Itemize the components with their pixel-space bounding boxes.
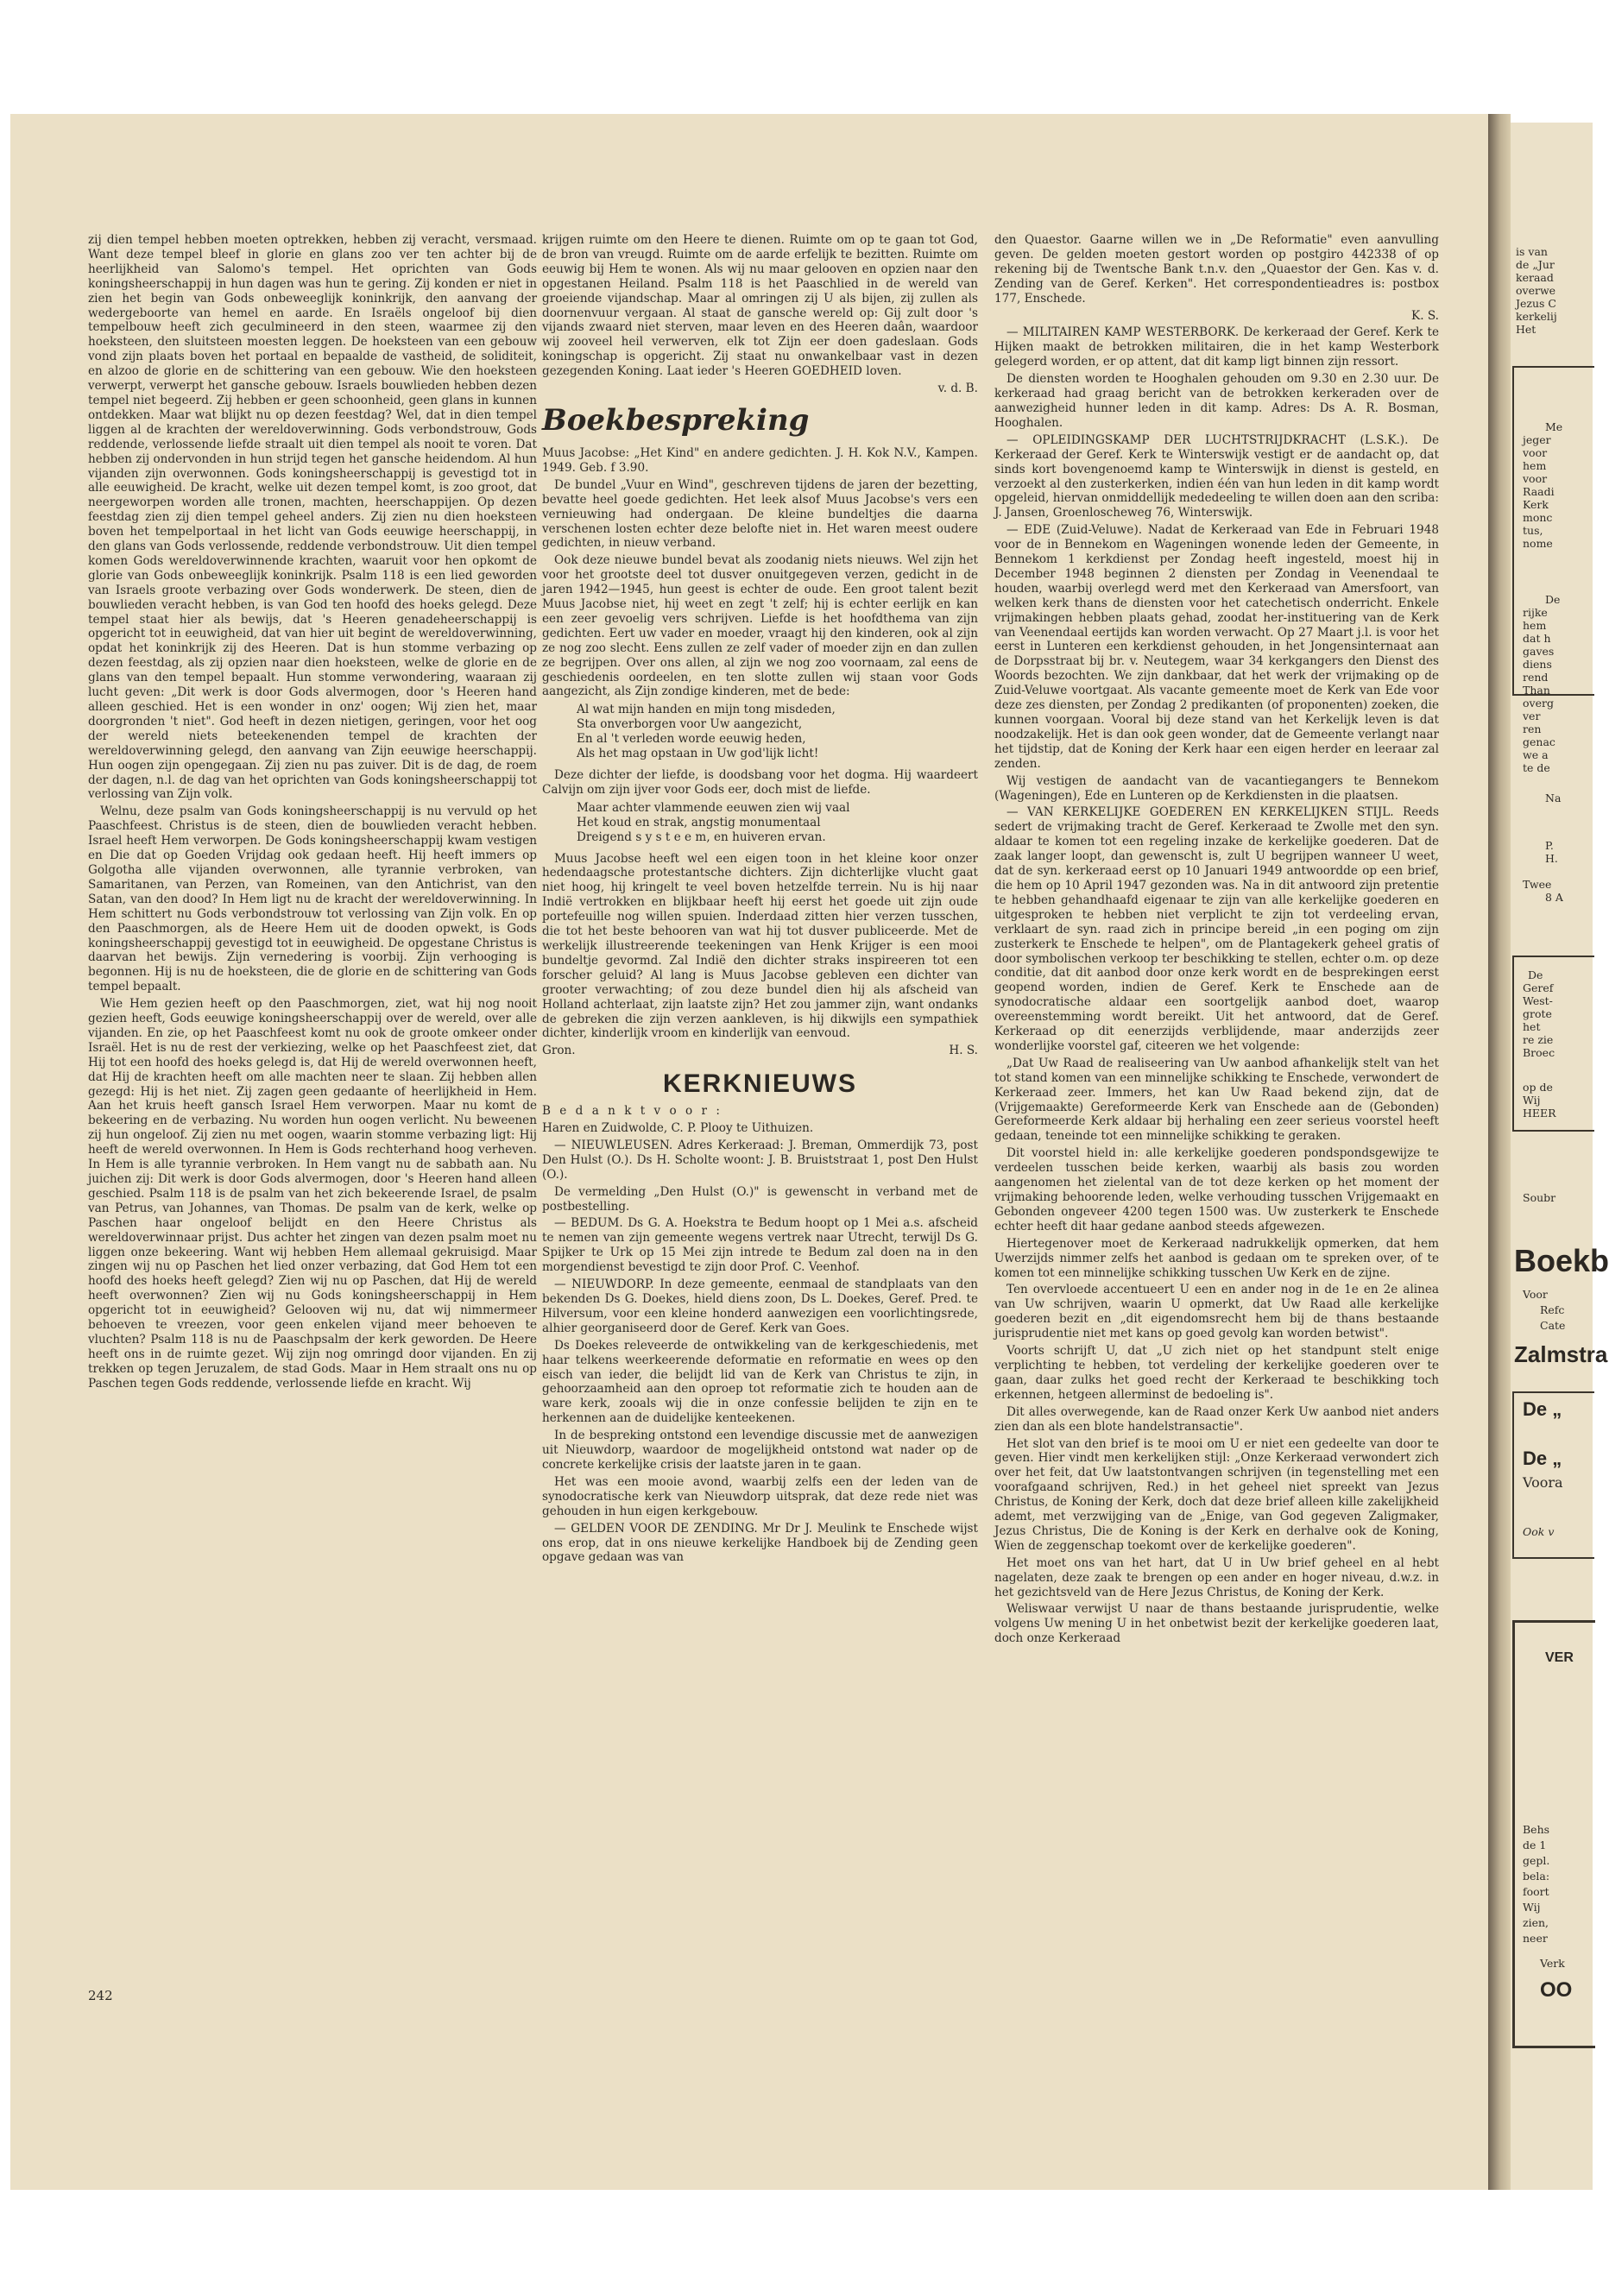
next-page-text: gepl.: [1523, 1854, 1550, 1867]
next-page-text: Twee: [1523, 878, 1552, 891]
poem-line: Sta onverborgen voor Uw aangezicht,: [577, 717, 803, 732]
next-page-text: monc: [1523, 511, 1553, 524]
next-page-text: Broec: [1523, 1046, 1555, 1059]
next-page-text: overwe: [1516, 284, 1556, 297]
next-page-text: neer: [1523, 1932, 1548, 1945]
news-item: — EDE (Zuid-Veluwe). Nadat de Kerkeraad van Ede in Februari 1948 voor de in Bennekom en Wageningen wonende leden der Gemeente, in Bennekom 1 kerkdienst per Zondag heeft ingesteld, moest hij in December 1948 beginnen 2 diensten per Zondag in Veenendaal te houden, waarbij overlegd werd met den Kerkeraad van Amersfoort, van welken kerk thans de diensten voor het catechetisch onderricht. Enkele vrijmakingen hebben plaats gehad, zoodat her-instituering van de Kerk van Veenendaal eertijds kan worden verwacht. Op 27 Maart j.l. is voor het eerst in Lunteren een kerkdienst gehouden, in het Jongensinternaat aan de Dorpsstraat bij br. v. Neutegem, waar 34 kerkgangers den Dienst des Woords bezochten. We zijn dankbaar, dat het werk der vrijmaking op de Zuid-Veluwe voortgaat. Als vacante gemeente moet de Kerk van Ede voor deze zes diensten, per Zondag 2 predikanten (of proponenten) zoeken, die kunnen voorgaan. Vooral bij deze stand van het Kerkelijk leven is dat noodzakelijk. Het is dan ook geen wonder, dat de Gemeente verlangt naar het tijdstip, dat de Koning der Kerk haar een eigen herder en leeraar zal zenden.: [994, 523, 1439, 771]
review-place: Gron.: [542, 1044, 576, 1058]
news-item: In de bespreking ontstond een levendige discussie met de aanwezigen uit Nieuwdorp, waardoor de mogelijkheid ontstond wat nader op de concrete kerkelijke crisis der laatste jaren in te gaan.: [542, 1429, 978, 1472]
poem-line: Al wat mijn handen en mijn tong misdeden,: [577, 703, 836, 717]
next-page-heading: OO: [1540, 1978, 1573, 2002]
next-page-text: bela:: [1523, 1870, 1550, 1883]
next-page-text: re zie: [1523, 1033, 1554, 1046]
next-page-text: Behs: [1523, 1823, 1550, 1836]
news-thanks: Haren en Zuidwolde, C. P. Plooy te Uithuizen.: [542, 1121, 814, 1136]
news-item: den Quaestor. Gaarne willen we in „De Reformatie" even aanvulling geven. De gelden moeten gestort worden op postgiro 442338 of op rekening bij de Twentsche Bank t.n.v. den „Quaestor der Gen. Kas v. d. Zending van de Geref. Kerken". Het correspondentieadres is: postbox 177, Enschede.: [994, 233, 1439, 306]
next-page-text: ren: [1523, 722, 1542, 735]
next-page-text: rijke: [1523, 606, 1548, 619]
page-fold: [1488, 114, 1511, 2190]
news-signature: K. S.: [1411, 308, 1439, 323]
next-page-text: Soubr: [1523, 1191, 1556, 1204]
meditation-paragraph: Welnu, deze psalm van Gods koningsheerschappij is nu vervuld op het Paaschfeest. Christus is de steen, dien de bouwlieden veracht hebben. Israel heeft Hem verworpen. De Gods koningsheerschappij kwam vestigen en Die dat op Goeden Vrijdag ook gedaan heeft. Hij heeft immers op Golgotha alle vijanden overwonnen, alle tyrannie verbroken, van Samaritanen, van Perzen, van Romeinen, van den Antichrist, van den Satan, van den dood? In Hem ligt nu de kracht der wereldoverwinning. In Hem schittert nu Gods verbondstrouw tot verlossing van Zijn volk. En op den Paaschmorgen, als de Heere Hem uit de dooden opwekt, is Gods koningsheerschappij gevestigd tot in eeuwigheid. De opgestane Christus is daarvan het bewijs. Zijn vernedering is voorbij. Zijn verhooging is begonnen. Hij is nu de hoeksteen, die de glorie en de schittering van Gods tempel bepaalt.: [88, 804, 537, 994]
news-item: Hiertegenover moet de Kerkeraad nadrukkelijk opmerken, dat hem Uwerzijds nimmer zelfs het aanbod is gedaan om te spreken over, of te komen tot een minnelijke schikking tusschen Uw Kerk en de zijne.: [994, 1236, 1439, 1280]
next-page-text: Cate: [1540, 1319, 1566, 1332]
column-meditation: [88, 233, 537, 1994]
next-page-text: de „Jur: [1516, 258, 1555, 271]
next-page-text: 8 A: [1545, 891, 1563, 904]
news-item: — NIEUWDORP. In deze gemeente, eenmaal de standplaats van den bekenden Ds G. Doekes, hield diens zoon, Ds L. Doekes, Geref. Pred. te Hilversum, voor een kleine honderd aanwezigen een voorlichtingsrede, alhier georganiseerd door de Geref. Kerk van Goes.: [542, 1277, 978, 1335]
church-news-heading: KERKNIEUWS: [662, 1069, 857, 1099]
next-page-text: Het: [1516, 323, 1536, 336]
next-page-text: Voor: [1523, 1288, 1548, 1301]
next-page-text: dat h: [1523, 632, 1551, 645]
next-page-text: Wij: [1523, 1094, 1541, 1107]
review-paragraph: Ook deze nieuwe bundel bevat als zoodanig niets nieuws. Wel zijn het voor het grootste deel tot dusver onuitgegeven verzen, gedicht in de jaren 1942—1945, hun geest is echter de oude. Een groot talent bezit Muus Jacobse niet, hij weet en zegt 't zelf; hij is echter eerlijk en kan een zeer gevoelig vers schrijven. Liefde is het hoofdthema van zijn gedichten. Eert uw vader en moeder, vraagt hij den kinderen, ook al zijn ze nog zoo slecht. Eens zullen ze zelf vader of moeder zijn en dan zullen ze begrijpen. Over ons allen, al zijn we nog zoo voornaam, zal eens de geschiedenis oordeelen, en ten slotte zullen wij staan voor Gods aangezicht, als Zijn zondige kinderen, met de bede:: [542, 553, 978, 699]
next-page-text: hem: [1523, 459, 1547, 472]
next-page-edge: [1511, 123, 1609, 2190]
next-page-text: voor: [1523, 446, 1548, 459]
next-page-text: Me: [1545, 420, 1563, 433]
next-page-text: H.: [1545, 852, 1558, 865]
next-page-text: te de: [1523, 761, 1550, 774]
news-item: „Dat Uw Raad de realiseering van Uw aanbod afhankelijk stelt van het tot stand komen van een minnelijke schikking te Enschede, verwondert de Kerkeraad zeer. Immers, het kan Uw Raad bekend zijn, dat de (Vrijgemaakte) Gereformeerde Kerk van Enschede aan de (Gebonden) Gereformeerde Kerk aldaar bij herhaling een zeer serieus voorstel heeft gedaan, teneinde tot een minnelijke schikking te geraken.: [994, 1056, 1439, 1144]
news-item: — VAN KERKELIJKE GOEDEREN EN KERKELIJKEN STIJL. Reeds sedert de vrijmaking tracht de Geref. Kerkeraad te Zwolle met den syn. aldaar te komen tot een regeling inzake de kerkelijke goederen. Dat de zaak langer loopt, dan gewenscht is, zult U begrijpen wanneer U weet, dat de syn. kerkeraad eerst op 10 Januari 1949 antwoordde op een brief, die hem op 10 April 1947 gezonden was. Na in dit antwoord zijn pretentie te hebben gehandhaafd eigenaar te zijn van alle kerkelijke goederen en uitgesproken te hebben niet verplicht te zijn tot verdeeling ervan, verklaart de syn. raad zich in principe bereid „in een poging om zijn zusterkerk te Enschede te helpen", om de Plantagekerk geheel gratis of door symbolischen verkoop ter beschikking te stellen, echter o.m. op deze conditie, dat dit aanbod door onze kerk wordt en de besprekingen eerst geopend worden, indien de Geref. Kerk te Enschede aan de synodocratische aldaar een soortgelijk aanbod doet, waarop overeenstemming wordt bereikt. Uit het antwoord, dat de Geref. Kerkeraad op dit eenerzijds verblijdende, maar anderzijds zeer wonderlijke voorstel gaf, citeeren we het volgende:: [994, 805, 1439, 1053]
next-page-text: de 1: [1523, 1839, 1547, 1851]
news-item: Ds Doekes releveerde de ontwikkeling van de kerkgeschiedenis, met haar telkens weerkeerende deformatie en reformatie en wees op den eisch van ieder, die belijdt lid van de Kerk van Christus te zijn, in gehoorzaamheid aan den oproep tot reformatie zich te houden aan de ware kerk, zooals wij die in onze confessie belijden te zijn en te herkennen aan de duidelijke kenteekenen.: [542, 1338, 978, 1426]
news-item: Weliswaar verwijst U naar de thans bestaande jurisprudentie, welke volgens Uw mening U in het onbetwist bezit der kerkelijke goederen laat, doch onze Kerkeraad: [994, 1602, 1439, 1646]
next-page-text: ver: [1523, 710, 1541, 722]
meditation-signature: v. d. B.: [937, 382, 978, 396]
news-item: — MILITAIREN KAMP WESTERBORK. De kerkeraad der Geref. Kerk te Hijken maakt de betrokken militairen, die in het kamp Westerbork gelegerd worden, er op attent, dat dit kamp ligt binnen zijn ressort.: [994, 325, 1439, 369]
next-page-heading: Boekb: [1514, 1243, 1609, 1278]
poem-line: En al 't verleden worde eeuwig heden,: [577, 732, 806, 747]
next-page-text: zien,: [1523, 1916, 1549, 1929]
news-item: Het slot van den brief is te mooi om U er niet een gedeelte van door te geven. Hier vindt men kerkelijken stijl: „Onze Kerkeraad verwondert zich over het feit, dat Uw laatstontvangen schrijven (in tegenstelling met een voorafgaand schrijven, Red.) in het geheel niet spreekt van Jezus Christus, de Koning der Kerk, doch dat deze brief alleen kille zakelijkheid ademt, met verzwijging van de „Enige, van God gegeven Zaligmaker, Jezus Christus, Die de Koning is der Kerk en derhalve ook de Koning, Wien de zeggenschap toekomt over de kerkelijke goederen".: [994, 1436, 1439, 1553]
next-page-text: voor: [1523, 472, 1548, 485]
meditation-paragraph: Wie Hem gezien heeft op den Paaschmorgen, ziet, wat hij nog nooit gezien heeft, Gods eeuwige koningsheerschappij over de wereld, over alle vijanden. En zie, op het Paaschfeest komt nu ook de groote omkeer onder Israël. Het is nu de rest der verkiezing, welke op het Paaschfeest ziet, dat Hij tot een hoofd des hoeks gelegd is, dat Hij de wereld overwonnen heeft, dat Hij de krachten heeft om alle machten neer te slaan. Zij hebben allen gezegd: Hij is het niet. Zij zagen geen gedaante of heerlijkheid in Hem. Aan het kruis heeft gansch Israel Hem verworpen. Maar nu komt de bekeering en de verbazing. Nu worden hun oogen verlicht. Nu beweenen zij hun ongeloof. Zij zien nu met oogen, waarin stomme verbazing ligt: Hij heeft de wereld overwonnen. In Hem is Gods rechterhand hoog verheven. In Hem is alle tyrannie verbroken. In Hem vangt nu de sabbath aan. Nu juichen zij: Dit werk is door Gods alvermogen, door 's Heeren hand alleen geschied. Psalm 118 is de psalm van het zich bekeerende Israel, de psalm van Petrus, van Johannes, van Thomas. De psalm van de kerk, welke op Paschen haar ongeloof belijdt en den Heere Christus als wereldoverwinnaar prijst. Dus achter het zingen van dezen psalm moet nu liggen onze bekeering. Want wij hebben Hem allemaal gekruisigd. Maar zingen wij nu op Paschen het lied onzer verbazing, dat God Hem tot een hoofd des hoeks heeft gelegd? Zien wij nu op Paschen, dat Hij de wereld heeft overwonnen? Zien wij nu Gods koningsheerschappij in Hem opgericht tot in eeuwigheid? Gelooven wij nu, dat wij nimmermeer behoeven te vreezen, voor geen enkelen vijand meer behoeven te vluchten? Psalm 118 is nu de Paaschpsalm der kerk geworden. De Heere heeft ons in de ruimte gezet. Wij zijn nog omringd door vijanden. En zij trekken op tegen Jeruzalem, de stad Gods. Maar in Hem straalt ons nu op Paschen tegen Gods reddende, verlossende liefde en kracht. Wij: [88, 997, 537, 1391]
next-page-heading: Zalmstra: [1514, 1341, 1608, 1367]
next-page-heading: VER: [1545, 1650, 1574, 1665]
next-page-text: hem: [1523, 619, 1547, 632]
news-item: Wij vestigen de aandacht van de vacantiegangers te Bennekom (Wageningen), Ede en Lunteren op de Kerkdiensten in die plaatsen.: [994, 773, 1439, 803]
review-paragraph: De bundel „Vuur en Wind", geschreven tijdens de jaren der bezetting, bevatte heel goede gedichten. Het leek alsof Muus Jacobse's vers een vernieuwing had ondergaan. De kleine bundeltjes die daarna verschenen losten echter deze belofte niet in. Het waren meest oudere gedichten, in nieuw verband.: [542, 477, 978, 551]
next-page-text: Verk: [1540, 1957, 1565, 1970]
review-signature: H. S.: [949, 1044, 978, 1058]
next-page-text: Refc: [1540, 1303, 1565, 1316]
next-page-text: op de: [1523, 1081, 1553, 1094]
page-number: 242: [88, 1988, 113, 2003]
news-item: Ten overvloede accentueert U een en ander nog in de 1e en 2e alinea van Uw schrijven, waarin U opmerkt, dat Uw Raad alle kerkelijke goederen bezit en „dit eigendomsrecht hem bij de thans bestaande jurisprudentie niet met kans op goed gevolg kan worden betwist".: [994, 1283, 1439, 1341]
news-item: De diensten worden te Hooghalen gehouden om 9.30 en 2.30 uur. De kerkeraad had graag bericht van de betrokken kerkeraden over de aanwezigheid hunner leden in dit kamp. Adres: Ds A. R. Bosman, Hooghalen.: [994, 372, 1439, 430]
news-item: Het moet ons van het hart, dat U in Uw brief geheel en al hebt nagelaten, deze zaak te brengen op een ander en hoger niveau, d.w.z. in het gezichtsveld van de Here Jezus Christus, de Koning der Kerk.: [994, 1555, 1439, 1599]
next-page-text: kerkelij: [1516, 310, 1557, 323]
meditation-end: krijgen ruimte om den Heere te dienen. Ruimte om op te gaan tot God, de bron van vreugd. Ruimte om de aarde erfelijk te bezitten. Ruimte om eeuwig bij Hem te wonen. Als wij nu maar gelooven en opzien naar den opgestanen Heiland. Psalm 118 is het Paaschlied in de wereld van groeiende vijandschap. Maar al omringen zij U als bijen, zij zullen als doornenvuur vergaan. Al staat de gansche wereld op: Gij zult door 's vijands zwaard niet sterven, maar leven en des Heeren daân, waardoor wij zooveel heil verwerven, elk tot Zijn eer doen gadeslaan. Gods koningschap is opgericht. Zij staat nu onwankelbaar vast in dezen gezegenden Koning. Laat ieder 's Heeren GOEDHEID loven.: [542, 233, 978, 379]
next-page-text: P.: [1545, 839, 1554, 852]
next-page-text: Raadi: [1523, 485, 1555, 498]
review-poem: [577, 801, 978, 845]
next-page-text: grote: [1523, 1007, 1552, 1020]
news-item: Het was een mooie avond, waarbij zelfs een der leden van de synodocratische kerk van Nieuwdorp uitsprak, dat deze rede niet was gehouden in hun eigen kerkgebouw.: [542, 1474, 978, 1518]
next-page-text: Kerk: [1523, 498, 1549, 511]
next-page-text: tus,: [1523, 524, 1543, 537]
next-page-text: Than: [1523, 684, 1550, 697]
next-page-text: Wij: [1523, 1901, 1541, 1914]
next-page-text: genac: [1523, 735, 1555, 748]
review-heading: Boekbespreking: [542, 402, 810, 438]
news-item: Dit voorstel hield in: alle kerkelijke goederen pondspondsgewijze te verdeelen tusschen beide kerken, waarbij als basis zou worden aangenomen het zielental van de tot deze kerken op het moment der vrijmaking behoorende leden, welke verhouding tusschen Vrijgemaakt en Gebonden ongeveer 4200 tegen 1500 was. Uw zusterkerk te Enschede echter heeft dit haar gedane aanbod steeds afgewezen.: [994, 1146, 1439, 1233]
column-church-news: [994, 233, 1439, 1985]
next-page-text: jeger: [1523, 433, 1551, 446]
review-paragraph: Deze dichter der liefde, is doodsbang voor het dogma. Hij waardeert Calvijn om zijn ijver voor Gods eer, doch mist de liefde.: [542, 768, 978, 797]
next-page-text: foort: [1523, 1885, 1549, 1898]
poem-line: Als het mag opstaan in Uw god'lijk licht!: [577, 747, 819, 761]
news-item: — GELDEN VOOR DE ZENDING. Mr Dr J. Meulink te Enschede wijst ons erop, dat in ons nieuwe kerkelijke Handboek bij de Zending geen opgave gedaan was van: [542, 1521, 978, 1565]
next-page-text: het: [1523, 1020, 1541, 1033]
next-page-text: diens: [1523, 658, 1552, 671]
news-item: — NIEUWLEUSEN. Adres Kerkeraad: J. Breman, Ommerdijk 73, post Den Hulst (O.). Ds H. Scholte woont: J. B. Bruiststraat 1, post Den Hulst (O.).: [542, 1138, 978, 1182]
next-page-heading: De „: [1523, 1398, 1562, 1420]
next-page-text: keraad: [1516, 271, 1554, 284]
meditation-paragraph: zij dien tempel hebben moeten optrekken, hebben zij veracht, versmaad. Want deze tempel bleef in glorie en glans zoo ver ten achter bij de heerlijkheid van Salomo's tempel. Het oprichten van Gods koningsheerschappij in hun dagen was hun te gering. Zij konden er niet in zien het begin van Gods onbeweeglijk koninkrijk, den aanvang der wedergeboorte van hemel en aarde. En Israëls ongeloof bij dien tempelbouw heeft zich geculmineerd in den steen, waarmee zij den hoeksteen, den sluitsteen moesten leggen. De hoeksteen van een gebouw vond zijn plaats boven het portaal en bepaalde de vastheid, de soliditeit, en alzoo de glorie en de schittering van een gebouw. Wie den hoeksteen verwerpt, verwerpt het gansche gebouw. Israels bouwlieden hebben dezen tempel niet begeerd. Zij hebben er geen schoonheid, geen glans in kunnen ontdekken. Maar wat blijkt nu op dezen feestdag? Wel, dat in dien tempel liggen al de krachten der wereldoverwinning. Gods verbondstrouw, Gods reddende, verlossende liefde straalt uit dien tempel als nooit te voren. Dat hebben zij ondervonden in hun strijd tegen het gansche heidendom. Al hun vijanden zijn overwonnen. Gods koningsheerschappij is gevestigd tot in alle eeuwigheid. De kracht, welke uit dezen tempel komt, is zoo groot, dat neergeworpen worden alle tronen, machten, heerschappijen. Op dezen feestdag zien zij dien tempel geheel anders. Zij zien nu dien hoeksteen boven het tempelportaal in het licht van Gods eeuwige heerschappij, in den glans van Gods verlossende, reddende verbondstrouw. Uit dien tempel komen Gods wereldoverwinnende krachten, waaruit voor hen opkomt de glorie van Gods onbeweeglijk koninkrijk. Psalm 118 is een lied geworden van Israels groote verbazing over Gods wonderwerk. De steen, dien de bouwlieden veracht hebben, is van God ten hoofd des hoeks gelegd. Deze tempel staat hier als bewijs, dat 's Heeren genadeheerschappij is opgericht tot in eeuwigheid, dat van hier uit begint de wereldoverwinning, opdat het koninkrijk zij des Heeren. Dat is hun stomme verbazing op dezen feestdag, als zij opzien naar dien hoeksteen, welke de glorie en de glans van den tempel bepaalt. Hun stomme verwondering, waaraan zij lucht geven: „Dit werk is door Gods alvermogen, door 's Heeren hand alleen geschied. Het is een wonder in onz' oogen; Wij zien het, maar doorgronden 't niet". God heeft in dezen nietigen, geringen, voor het oog der wereld niets beteekenenden tempel de krachten der wereldoverwinning gelegd, den aanvang van Zijn eeuwige heerschappij. Hun oogen zijn opengegaan. Zij zien nu pas zuiver. Dit is de dag, de roem der dagen, n.l. de dag van het oprichten van Gods koningsheerschappij tot verlossing van Zijn volk.: [88, 233, 537, 802]
review-footer: [542, 1044, 978, 1058]
news-item: De vermelding „Den Hulst (O.)" is gewenscht in verband met de postbestelling.: [542, 1184, 978, 1214]
next-page-text: West-: [1523, 994, 1553, 1007]
news-item: Dit alles overwegende, kan de Raad onzer Kerk Uw aanbod niet anders zien dan als een blote handelstransactie".: [994, 1404, 1439, 1434]
next-page-text: is van: [1516, 245, 1548, 258]
review-paragraph: Muus Jacobse heeft wel een eigen toon in het kleine koor onzer hedendaagsche protestantsche dichters. Zijn dichterlijke vlucht gaat niet hoog, hij kringelt te veel boven hetzelfde terrein. Nu is hij naar Indië vertrokken en blijkbaar heeft hij eerst het goede uit zijn oude portefeuille nog willen spuien. Inderdaad zitten hier verzen tusschen, die tot het beste behooren van wat hij tot dusver publiceerde. Met de werkelijk illustreerende teekeningen van Henk Krijger is een mooi bundeltje gevormd. Zal Indië den dichter straks inspireeren tot een forscher geluid? Al lang is Muus Jacobse gebleven een dichter van grooter verwachting; of zou deze bundel dien hij als afscheid van Holland achterlaat, zijn laatste zijn? Het zou jammer zijn, want ondanks de gebreken die zijn verzen aankleven, is hij dikwijls een sympathiek dichter, kinderlijk vroom en kinderlijk van eenvoud.: [542, 851, 978, 1041]
next-page-text: Ook v: [1523, 1525, 1555, 1538]
poem-line: Het koud en strak, angstig monumentaal: [577, 815, 821, 829]
news-thanks-header: B e d a n k t v o o r :: [542, 1104, 722, 1119]
next-page-text: rend: [1523, 671, 1549, 684]
next-page-text: nome: [1523, 537, 1553, 550]
review-book-info: Muus Jacobse: „Het Kind" en andere gedichten. J. H. Kok N.V., Kampen. 1949. Geb. f 3.90.: [542, 445, 978, 475]
next-page-text: Jezus C: [1516, 297, 1556, 310]
next-page-text: De: [1528, 968, 1543, 981]
next-page-text: Na: [1545, 792, 1562, 804]
next-page-text: De: [1545, 593, 1561, 606]
next-page-text: Voora: [1523, 1474, 1563, 1491]
news-item: — BEDUM. Ds G. A. Hoekstra te Bedum hoopt op 1 Mei a.s. afscheid te nemen van zijn gemeente wegens vertrek naar Utrecht, terwijl Ds G. Spijker te Urk op 15 Mei zijn intrede te Bedum zal doen na in den morgendienst bevestigd te zijn door Prof. C. Veenhof.: [542, 1216, 978, 1275]
next-page-text: gaves: [1523, 645, 1555, 658]
next-page-text: Geref: [1523, 981, 1554, 994]
column-review-news: [542, 233, 978, 1985]
next-page-heading: De „: [1523, 1448, 1562, 1469]
news-item: Voorts schrijft U, dat „U zich niet op het standpunt stelt enige verplichting te hebben, tot verdeling der kerkelijke goederen over te gaan, daar zulks het goed recht der Kerkeraad te beschikking toch erkennen, hetgeen allerminst de bedoeling is".: [994, 1344, 1439, 1402]
poem-line: Maar achter vlammende eeuwen zien wij vaal: [577, 800, 850, 815]
poem-line: Dreigend s y s t e e m, en huiveren ervan.: [577, 829, 826, 844]
review-poem: [577, 703, 978, 761]
next-page-text: overg: [1523, 697, 1554, 710]
next-page-text: HEER: [1523, 1107, 1556, 1120]
news-item: — OPLEIDINGSKAMP DER LUCHTSTRIJDKRACHT (L.S.K.). De Kerkeraad der Geref. Kerk te Winterswijk vestigt er de aandacht op, dat sinds kort bovengenoemd kamp te Winterswijk in dienst is gesteld, en verzoekt al den zusterkerken, indien één van hun leden in dit kamp wordt opgeleid, hiervan onmiddellijk mededeeling te willen doen aan den scriba: J. Jansen, Groenloscheweg 76, Winterswijk.: [994, 432, 1439, 520]
next-page-text: we a: [1523, 748, 1549, 761]
